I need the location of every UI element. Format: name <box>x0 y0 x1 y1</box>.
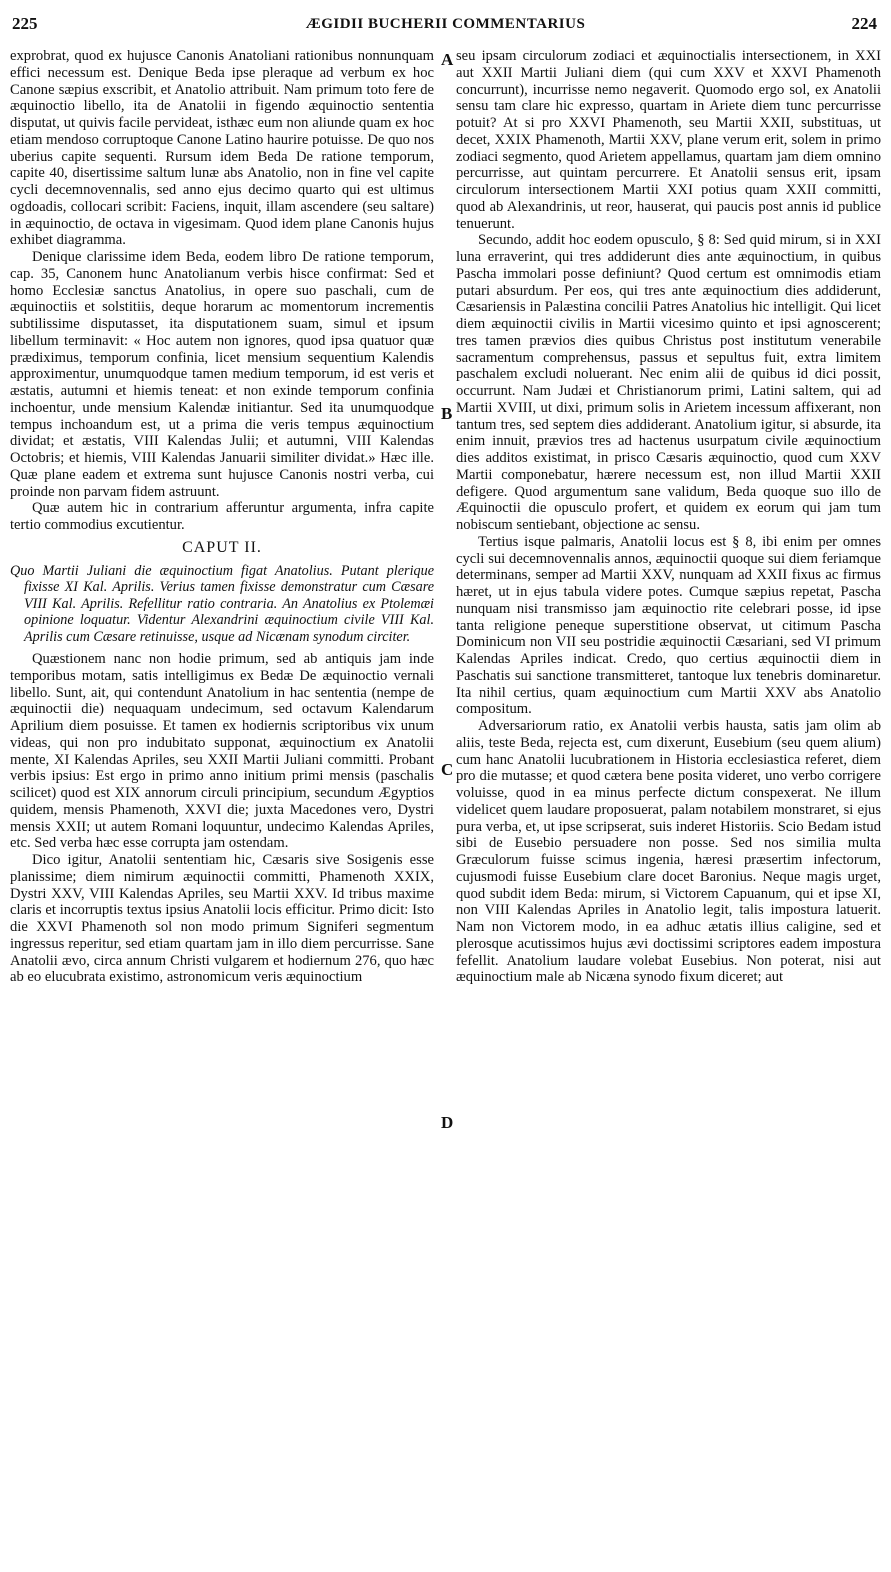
margin-marker-d: D <box>441 1113 454 1132</box>
running-title: ÆGIDII BUCHERII COMMENTARIUS <box>305 16 586 32</box>
paragraph: seu ipsam circulorum zodiaci et æquinoctialis intersectionem, in XXI aut XXII Martii Juliani diem (qui cum XXV et XXVI Phamenoth concurrunt), incurrisse nemo negaverit. Quomodo ergo sol, ex Anatolii sensu tam clare hic expresso, quartam in Ariete diem tunc percurrisse potuit? At si pro XXVI Phamenoth, seu Martii XXII, substituas, ut decet, XXIX Phamenoth, Martii XXV, plane verum erit, solem in primo zodiaci segmento, quod Arietem appellamus, quartam jam diem omnino percurrisse, aut quintam percurrere. Et Anatolii sensus erit, ipsam circulorum intersectionem Martii XXI potius quam XXII committi, quod ab Alexandrinis, ut reor, hauserat, qui paucis post annis id publice tenuerunt. <box>456 48 881 232</box>
page-number-left: 225 <box>12 14 38 33</box>
paragraph: Dico igitur, Anatolii sententiam hic, Cæsaris sive Sosigenis esse planissime; diem nimirum æquinoctii committi, Phamenoth XXIX, Dystri XXV, VIII Kalendas Apriles, seu Martii XXV. Id tribus maxime claris et incorruptis textus ipsius Anatolii locis efficitur. Primo dicit: Isto die XXVI Phamenoth sol non modo primum Signiferi segmentum ingressus reperitur, sed etiam quartam jam in illo diem percurrisse. Sane Anatolii ævo, circa annum Christi vulgarem et hodiernum 276, quo hæc ab eo elucubrata existimo, astronomicum veris æquinoctium <box>10 852 434 986</box>
margin-marker-c: C <box>441 760 454 779</box>
paragraph: Tertius isque palmaris, Anatolii locus est § 8, ibi enim per omnes cycli sui decemnovennalis annos, æquinoctii quoque sui diem feriamque determinans, semper ad Martii XXV, nunquam ad XXII fixus ac firmus hæret, ut in ejus tabula videre potes. Cumque sæpius repetat, Pascha nunquam nisi transmisso jam æquinoctio rite celebrari posse, id ipse tanta religione peneque superstitione observat, ut citimum Pascha Dominicum non VII seu postridie æquinoctii Cæsariani, sed VI primum Kalendas Apriles indicat. Credo, quo certius æquinoctii diem in Paschatis sui sanctione transmitteret, tantoque lux tenebris dominaretur. Ita nihil certius, quam æquinoctium cum Martii XXV abs Anatolio compositum. <box>456 533 881 718</box>
page-number-right: 224 <box>851 14 877 33</box>
left-column <box>10 48 434 986</box>
chapter-summary: Quo Martii Juliani die æquinoctium figat Anatolius. Putant plerique fixisse XI Kal. Aprilis. Verius tamen fixisse demonstratur cum Cæsare VIII Kal. Aprilis. Refellitur ratio contraria. An Anatolius ex Ptolemæi opinione loquatur. Videntur Alexandrini æquinoctium civile VIII Kal. Aprilis cum Cæsare retinuisse, usque ad Nicænam synodum circiter. <box>10 562 434 645</box>
paragraph: Quæ autem hic in contrarium afferuntur argumenta, infra capite tertio commodius excutientur. <box>10 500 434 533</box>
paragraph: Adversariorum ratio, ex Anatolii verbis hausta, satis jam olim ab aliis, teste Beda, rejecta est, cum dixerunt, Eusebium (seu quem alium) cum hanc Anatolii lucubrationem in Historia ecclesiastica referet, diem pro die mutasse; et quod cætera bene posita videret, uno verbo corrigere voluisse, quod in ea minus perfecte dictum conspexerat. Ne illum videlicet quem laudare proposuerat, palam notabilem monstraret, si ejus pura verba, et, ut ipse scripserat, suis inderet Historiis. Scio Bedam istud sibi de Eusebio persuadere non posse. Sed nos similia multa Græculorum fuisse scimus ingenia, hæresi præsertim infectorum, cujusmodi fuisse Eusebium clare docet Baronius. Neque magis urget, quod subdit idem Beda: mirum, si Victorem Capuanum, qui et ipse XI, non VIII Kalendas Apriles in Anatolio legit, talis impostura latuerit. Nam non Victorem modo, in ea adhuc ætatis illius caligine, sed et plerosque acutissimos hujus ævi doctissimi scriptores eadem impostura fefellit. Anatolium laudare volebat Eusebius. Non poterat, nisi aut æquinoctium male ab Nicæna synodo fixum diceret; aut <box>456 718 881 986</box>
right-column <box>456 48 881 986</box>
paragraph: Secundo, addit hoc eodem opusculo, § 8: Sed quid mirum, si in XXI luna erraverint, qui tres addiderunt dies ante æquinoctium, in quibus Pascha immolari posse definiunt? Quod certum est omnimodis etiam putari absurdum. Per eos, qui tres ante æquinoctium dies addiderunt, Cæsariensis in Palæstina concilii Patres Anatolius hic intelligit. Qui licet diem æquinoctii civilis in Martii vicesimo quinto et ipsi agnoscerent; tres tamen prævios dies quibus Christus post institutum venerabile sacramentum comprehensus, passus et sepultus fuit, extra limitem paschalem excludi noluerant. Nec enim alii de quibus id dici possit, occurrunt. Nam Judæi et Christianorum primi, Latini saltem, qui ad Martii XVIII, ut dixi, primum solis in Arietem incessum affixerant, non tantum tres, sed septem dies addiderant. Anatolium igitur, si absurde, ita enim innuit, prævios tres ad hactenus usurpatum civile æquinoctium dies additos existimat, in prisco Cæsaris æquinoctio, quod cum XXV Martii componebatur, hærere necessum est, non illud Martii XXII defigere. Quod argumentum sane validum, Beda quoque suo illo de Æquinoctii die opusculo profert, et quidem ex eorum qui jam tum nobiscum sentiebant, objectione ac sensu. <box>456 232 881 533</box>
paragraph: Quæstionem nanc non hodie primum, sed ab antiquis jam inde temporibus motam, satis intelligimus ex Bedæ De æquinoctio vernali libello. Sunt, ait, qui contendunt Anatolium in hac sententia (nempe de æquinoctii die) nequaquam undecimum, sed octavum Kalendarum Aprilium diem posuisse. Et tamen ex hodiernis scriptoribus vix unum videas, qui non pro indubitato supponat, æquinoctium ex Anatolii mente, XI Kalendas Apriles, seu XXII Martii Juliani committi. Probant verbis ipsius: Est ergo in primo anno initium primi mensis (paschalis scilicet) quod est XIX annorum circuli principium, secundum Ægyptios quidem, mensis Phamenoth, XXVI die; juxta Macedones vero, Dystri mensis XXII; ut autem Romani loquuntur, undecimo Kalendas Apriles, etc. Sed verba hæc esse corrupta jam ostendam. <box>10 651 434 852</box>
chapter-heading: CAPUT II. <box>182 538 262 556</box>
margin-marker-b: B <box>441 404 453 423</box>
paragraph: exprobrat, quod ex hujusce Canonis Anatoliani rationibus nonnunquam effici necessum est. Denique Beda ipse pleraque ad verbum ex hoc Canone sæpius exscribit, et Anatolio attribuit. Nam primum toto fere de æquinoctio libello, ita de Anatolii in figendo æquinoctio sententia disputat, ut quivis facile pervideat, isthæc eum non aliunde quam ex hoc etiam mendoso corruptoque Canone Latino haurire potuisse. De quo nos uberius capite sequenti. Rursum idem Beda De ratione temporum, capite 40, disertissime saltum lunæ abs Anatolio, non in fine vel capite cycli decemnovennalis, sed anno ejus decimo quarto qui est ultimus ogdoadis, collocari scribit: Faciens, inquit, illam ascendere (seu saltare) in æquinoctio, de octava in vigesimam. Quod idem plane Canonis hujus exhibet diagramma. <box>10 48 434 249</box>
margin-marker-a: A <box>441 50 454 69</box>
paragraph: Denique clarissime idem Beda, eodem libro De ratione temporum, cap. 35, Canonem hunc Anatolianum verbis hisce confirmat: Sed et homo Ecclesiæ sanctus Anatolius, in opere suo paschali, cum de æquinoctiis et solstitiis, deque horarum ac momentorum incrementis subtilissime disputasset, ita disputationem suam, simul et ipsum libellum terminavit: « Hoc autem non ignores, quod ipsa quatuor quæ prædiximus, temporum confinia, licet mensium sequentium Kalendis approximentur, unumquodque tamen medium temporum, id est veris et æstatis, autumni et hiemis teneat: et non exinde temporum confinia inchoentur, unde mensium Kalendæ initiantur. Sed ita unumquodque tempus inchoandum est, ut a prima die veris tempus æquinoctium dividat; et æstatis, VIII Kalendas Julii; et autumni, VIII Kalendas Octobris; et hiemis, VIII Kalendas Januarii similiter dividat.» Hæc ille. Quæ plane eadem et extrema sunt hujusce Canonis nostri verba, cui proinde non parvam fidem astruunt. <box>10 249 434 500</box>
page-header <box>0 0 891 34</box>
